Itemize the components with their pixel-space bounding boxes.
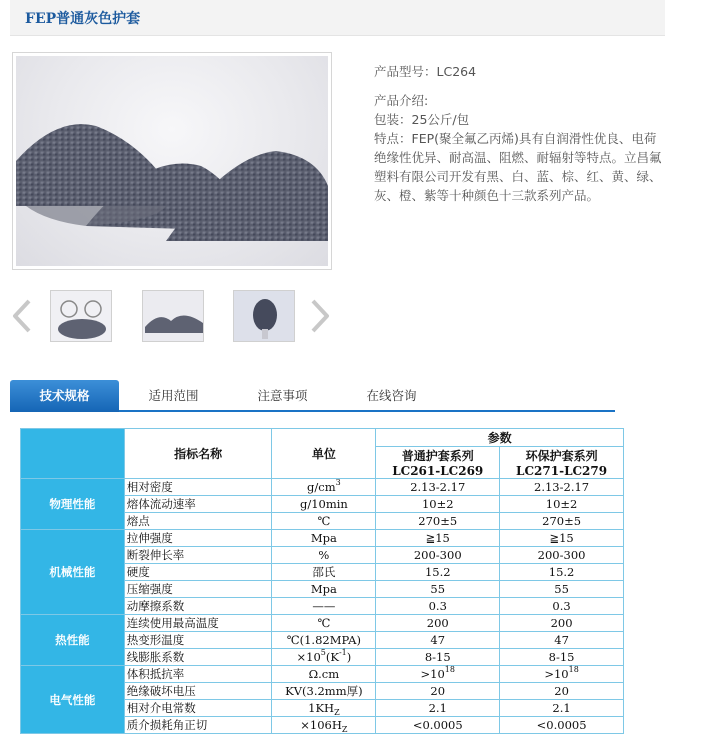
value-text: ≧15 [425, 531, 450, 545]
unit-text-tail: ) [346, 650, 352, 664]
value-series-2 [500, 683, 624, 700]
tab-notes[interactable]: 注意事项 [257, 388, 308, 403]
value-series-1 [376, 530, 500, 547]
value-series-2 [500, 513, 624, 530]
value-text: <0.0005 [412, 718, 463, 732]
indicator-name: 热变形温度 [126, 633, 185, 647]
indicator-name: 硬度 [126, 565, 150, 579]
value-text: 15.2 [548, 565, 575, 579]
unit-cell [272, 683, 376, 700]
unit-text: ℃(1.82MPA) [286, 633, 361, 647]
unit-cell [272, 615, 376, 632]
indicator-name: 断裂伸长率 [126, 548, 185, 562]
value-text: 20 [554, 684, 569, 698]
indicator-name-cell [124, 700, 272, 717]
value-text: 200 [550, 616, 573, 630]
unit-cell [272, 479, 376, 496]
product-model: 产品型号：LC264 [374, 64, 477, 79]
thumbnail-carousel [8, 288, 338, 346]
value-series-1 [376, 479, 500, 496]
value-text: 2.13-2.17 [534, 480, 590, 494]
value-text: ≧15 [549, 531, 574, 545]
value-text: 20 [430, 684, 446, 698]
indicator-name: 绝缘破坏电压 [126, 684, 196, 698]
indicator-name-cell [124, 649, 272, 666]
value-series-1 [376, 700, 500, 717]
value-text: 2.1 [428, 701, 447, 715]
indicator-name: 相对密度 [126, 480, 173, 494]
indicator-name: 压缩强度 [126, 582, 173, 596]
value-text: 270±5 [542, 514, 582, 528]
value-text: 10±2 [421, 497, 454, 511]
thumbnail-1[interactable] [50, 290, 112, 342]
indicator-name: 连续使用最高温度 [126, 616, 219, 630]
chevron-right-icon[interactable] [308, 298, 332, 334]
page-title: FEP普通灰色护套 [25, 11, 141, 27]
value-series-1 [376, 564, 500, 581]
series-1-name: 普通护套系列 [401, 449, 474, 463]
value-text: >10 [544, 667, 569, 681]
value-series-1 [376, 513, 500, 530]
category-cell: 热性能 [21, 615, 125, 666]
value-series-2 [500, 717, 624, 734]
value-series-2 [500, 615, 624, 632]
value-series-1 [376, 666, 500, 683]
unit-cell [272, 513, 376, 530]
unit-cell [272, 530, 376, 547]
indicator-name-cell [124, 513, 272, 530]
unit-subscript: Z [341, 725, 348, 734]
value-superscript: 18 [568, 665, 579, 674]
indicator-name: 体积抵抗率 [126, 667, 185, 681]
value-text: 8-15 [548, 650, 575, 664]
unit-text: g/cm [307, 480, 336, 494]
value-series-2 [500, 700, 624, 717]
unit-cell [272, 717, 376, 734]
indicator-name: 拉伸强度 [126, 531, 173, 545]
unit-text: ×10 [296, 650, 321, 664]
indicator-name-cell [124, 547, 272, 564]
unit-cell [272, 547, 376, 564]
value-series-1 [376, 683, 500, 700]
table-row [21, 615, 624, 632]
header-params: 参数 [376, 429, 624, 447]
value-series-2 [500, 564, 624, 581]
value-series-1 [376, 632, 500, 649]
unit-cell [272, 632, 376, 649]
unit-cell [272, 700, 376, 717]
value-series-2 [500, 666, 624, 683]
unit-superscript: 3 [335, 478, 341, 487]
value-series-2 [500, 530, 624, 547]
header-series-2 [500, 447, 624, 479]
header-indicator: 指标名称 [124, 429, 272, 479]
tab-applications[interactable]: 适用范围 [148, 388, 199, 403]
product-features: 特点：FEP(聚全氟乙丙烯)具有自润滑性优良、电荷绝缘性优异、耐高温、阻燃、耐辐射等特点。立昌氟塑料有限公司开发有黑、白、蓝、棕、红、黄、绿、灰、橙、紫等十种颜色十三款系列产品。 [374, 131, 662, 203]
indicator-name-cell [124, 598, 272, 615]
unit-text: —— [312, 599, 336, 613]
unit-cell [272, 564, 376, 581]
unit-cell [272, 581, 376, 598]
header-unit: 单位 [272, 429, 376, 479]
unit-text: ×106H [300, 718, 342, 732]
indicator-name: 熔体流动速率 [126, 497, 196, 511]
unit-text: Mpa [310, 531, 337, 545]
unit-text: Mpa [310, 582, 337, 596]
unit-text: 1KH [308, 701, 335, 715]
value-series-1 [376, 598, 500, 615]
indicator-name-cell [124, 581, 272, 598]
unit-superscript: 5 [320, 648, 326, 657]
value-series-1 [376, 717, 500, 734]
indicator-name-cell [124, 564, 272, 581]
value-series-1 [376, 547, 500, 564]
unit-subscript: Z [334, 708, 340, 717]
indicator-name-cell [124, 632, 272, 649]
corner-cell [21, 429, 125, 479]
table-row [21, 479, 624, 496]
value-text: >10 [420, 667, 445, 681]
series-2-range: LC271-LC279 [516, 464, 608, 478]
unit-text: g/10min [299, 497, 348, 511]
indicator-name-cell [124, 683, 272, 700]
table-row [21, 666, 624, 683]
product-intro-label: 产品介绍: [374, 93, 429, 108]
value-text: 0.3 [552, 599, 571, 613]
indicator-name-cell [124, 717, 272, 734]
value-superscript: 18 [444, 665, 455, 674]
unit-text: % [318, 548, 330, 562]
unit-text: 邵氏 [312, 565, 336, 579]
series-2-name: 环保护套系列 [525, 449, 598, 463]
series-1-range: LC261-LC269 [392, 464, 484, 478]
unit-text-tail: (K [325, 650, 339, 664]
product-info [374, 62, 664, 205]
table-row [21, 530, 624, 547]
indicator-name-cell [124, 479, 272, 496]
product-main-image[interactable] [12, 52, 332, 270]
value-text: 0.3 [428, 599, 447, 613]
value-series-1 [376, 581, 500, 598]
indicator-name: 线膨胀系数 [126, 650, 185, 664]
indicator-name-cell [124, 496, 272, 513]
category-cell: 机械性能 [21, 530, 125, 615]
product-packaging: 包装：25公斤/包 [374, 112, 470, 127]
value-text: 8-15 [424, 650, 451, 664]
value-text: 55 [430, 582, 446, 596]
value-text: 15.2 [424, 565, 451, 579]
tab-bar [10, 380, 615, 412]
value-text: 55 [554, 582, 569, 596]
value-series-2 [500, 581, 624, 598]
value-text: 2.13-2.17 [410, 480, 466, 494]
indicator-name: 动摩擦系数 [126, 599, 185, 613]
indicator-name: 质介损耗角正切 [126, 718, 208, 732]
value-text: 200-300 [537, 548, 586, 562]
value-text: 47 [554, 633, 569, 647]
value-series-2 [500, 479, 624, 496]
indicator-name-cell [124, 530, 272, 547]
value-text: 270±5 [418, 514, 458, 528]
category-cell: 电气性能 [21, 666, 125, 734]
spec-table [20, 428, 624, 734]
unit-text: KV(3.2mm厚) [285, 684, 363, 698]
tab-consult[interactable]: 在线咨询 [366, 388, 417, 403]
value-series-2 [500, 649, 624, 666]
header-series-1 [376, 447, 500, 479]
unit-cell [272, 649, 376, 666]
product-photo [16, 56, 328, 266]
indicator-name-cell [124, 615, 272, 632]
value-series-1 [376, 496, 500, 513]
unit-cell [272, 666, 376, 683]
value-text: 47 [430, 633, 446, 647]
value-text: 200 [426, 616, 449, 630]
value-series-2 [500, 547, 624, 564]
pellet-piles-graphic [16, 56, 328, 266]
thumbnail-3[interactable] [233, 290, 295, 342]
value-text: 10±2 [545, 497, 578, 511]
value-series-2 [500, 598, 624, 615]
chevron-left-icon[interactable] [10, 298, 34, 334]
unit-text: ℃ [317, 514, 331, 528]
thumbnail-2[interactable] [142, 290, 204, 342]
spec-table-body [21, 479, 624, 734]
unit-superscript: -1 [338, 648, 347, 657]
indicator-name: 相对介电常数 [126, 701, 196, 715]
value-series-1 [376, 649, 500, 666]
unit-text: Ω.cm [308, 667, 340, 681]
value-text: <0.0005 [536, 718, 587, 732]
value-series-1 [376, 615, 500, 632]
value-text: 2.1 [552, 701, 571, 715]
tab-specs[interactable]: 技术规格 [10, 380, 119, 412]
indicator-name: 熔点 [126, 514, 150, 528]
indicator-name-cell [124, 666, 272, 683]
unit-cell [272, 598, 376, 615]
unit-cell [272, 496, 376, 513]
page-title-bar [10, 0, 665, 36]
unit-text: ℃ [317, 616, 331, 630]
category-cell: 物理性能 [21, 479, 125, 530]
value-series-2 [500, 496, 624, 513]
value-series-2 [500, 632, 624, 649]
value-text: 200-300 [413, 548, 462, 562]
